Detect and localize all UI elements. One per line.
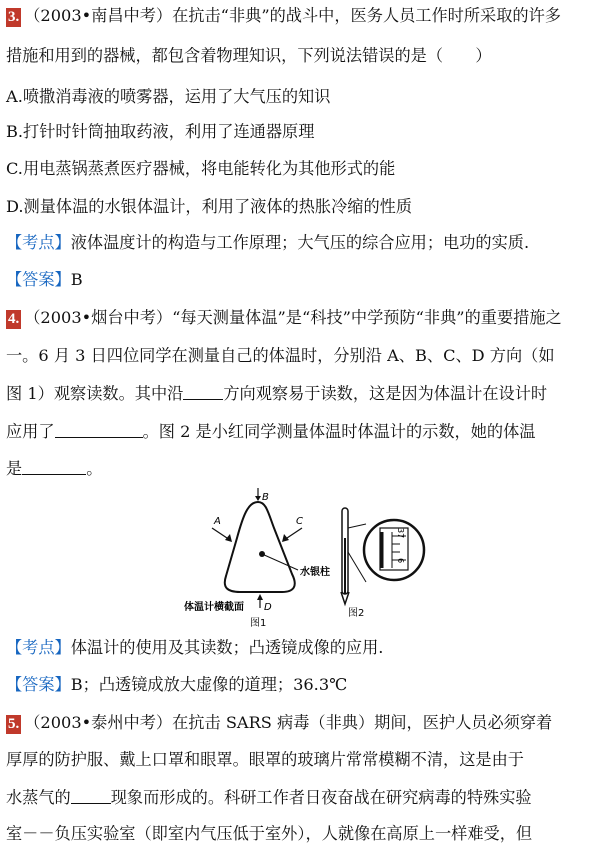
figure-2-thermometer xyxy=(341,508,424,619)
zoom-line-top xyxy=(348,524,366,528)
q4-kaodian xyxy=(6,636,596,660)
magnifier-circle xyxy=(364,520,424,580)
q5-stem-4: 室－－负压实验室（即室内气压低于室外），人就像在高原上一样难受，但 xyxy=(6,824,533,843)
q4-stem-3b: 方向观察易于读数，这是因为体温计在设计时 xyxy=(223,384,548,403)
label-a: A xyxy=(214,516,221,527)
q3-option-a: A.喷撒消毒液的喷雾器，运用了大气压的知识 xyxy=(6,87,331,106)
q3-answer xyxy=(6,268,596,292)
q3-option-c: C.用电蒸锅蒸煮医疗器械，将电能转化为其他形式的能 xyxy=(6,159,396,178)
q3-stem-2: 措施和用到的器械，都包含着物理知识，下列说法错误的是（ ） xyxy=(6,46,492,65)
q4-stem-2: 一。6 月 3 日四位同学在测量自己的体温时，分别沿 A、B、C、D 方向（如 xyxy=(6,346,555,365)
q5-number: 5. xyxy=(8,716,20,732)
label-section: 体温计横截面 xyxy=(184,602,244,613)
zoom-line-bottom xyxy=(348,552,366,582)
q4-stem-5 xyxy=(6,457,596,481)
q4-blank-3 xyxy=(22,458,86,475)
cross-section-outline xyxy=(225,502,295,592)
q4-stem-4 xyxy=(6,420,596,444)
label-b: B xyxy=(262,492,269,503)
q4-stem-3a: 图 1）观察读数。其中沿 xyxy=(6,384,184,403)
q4-answer-text: B；凸透镜成放大虚像的道理；36.3℃ xyxy=(70,675,348,694)
q5-line-1 xyxy=(6,711,596,735)
q3-kaodian-text: 液体温度计的构造与工作原理；大气压的综合应用；电功的实质. xyxy=(70,233,530,252)
q4-blank-1 xyxy=(183,383,223,400)
q3-kaodian xyxy=(6,231,596,255)
label-fig1: 图1 xyxy=(250,618,267,629)
q4-kaodian-label: 【考点】 xyxy=(6,638,71,657)
q4-figure xyxy=(170,488,432,632)
q4-blank-2 xyxy=(55,421,143,438)
q3-kaodian-label: 【考点】 xyxy=(6,233,71,252)
q4-stem-5b: 。 xyxy=(86,459,103,478)
q5-blank-1 xyxy=(71,787,111,804)
label-mercury: 水银柱 xyxy=(300,567,330,578)
q4-answer xyxy=(6,673,596,697)
q5-stem-3 xyxy=(6,786,596,810)
q5-stem-3a: 水蒸气的 xyxy=(6,788,71,807)
q4-answer-label: 【答案】 xyxy=(6,675,71,694)
q3-option-b: B.打针时针筒抽取药液，利用了连通器原理 xyxy=(6,122,315,141)
q3-stem-1: （2003•南昌中考）在抗击“非典”的战斗中，医务人员工作时所采取的许多 xyxy=(24,6,561,25)
scale-label-37: 37 xyxy=(396,528,405,539)
thermometer-figure xyxy=(170,488,432,632)
q4-line-1 xyxy=(6,306,596,330)
q3-line-1 xyxy=(6,4,596,28)
label-d: D xyxy=(264,602,272,613)
q3-answer-text: B xyxy=(70,270,83,289)
q4-number: 4. xyxy=(8,311,20,327)
q3-option-d: D.测量体温的水银体温计，利用了液体的热胀冷缩的性质 xyxy=(6,197,413,216)
arrow-b-head xyxy=(255,496,261,501)
q4-stem-4b: 。图 2 是小红同学测量体温时体温计的示数，她的体温 xyxy=(142,422,536,441)
scale-label-6: 6 xyxy=(396,558,405,564)
label-c: C xyxy=(296,516,303,527)
mercury-pointer-line xyxy=(262,554,298,570)
q5-stem-3b: 现象而形成的。科研工作者日夜奋战在研究病毒的特殊实验 xyxy=(110,788,532,807)
q5-stem-1: （2003•泰州中考）在抗击 SARS 病毒（非典）期间，医护人员必须穿着 xyxy=(24,713,553,732)
q4-stem-3 xyxy=(6,382,596,406)
q4-stem-4a: 应用了 xyxy=(6,422,55,441)
label-fig2: 图2 xyxy=(348,608,365,619)
q3-answer-label: 【答案】 xyxy=(6,270,71,289)
q3-number: 3. xyxy=(8,9,20,25)
q5-stem-2: 厚厚的防护服、戴上口罩和眼罩。眼罩的玻璃片常常模糊不清，这是由于 xyxy=(6,750,524,769)
q4-stem-1: （2003•烟台中考）“每天测量体温”是“科技”中学预防“非典”的重要措施之 xyxy=(24,308,562,327)
arrow-d-head xyxy=(257,594,263,600)
figure-1-cross-section xyxy=(184,488,330,629)
q4-stem-5a: 是 xyxy=(6,459,23,478)
q4-kaodian-text: 体温计的使用及其读数；凸透镜成像的应用. xyxy=(70,638,384,657)
